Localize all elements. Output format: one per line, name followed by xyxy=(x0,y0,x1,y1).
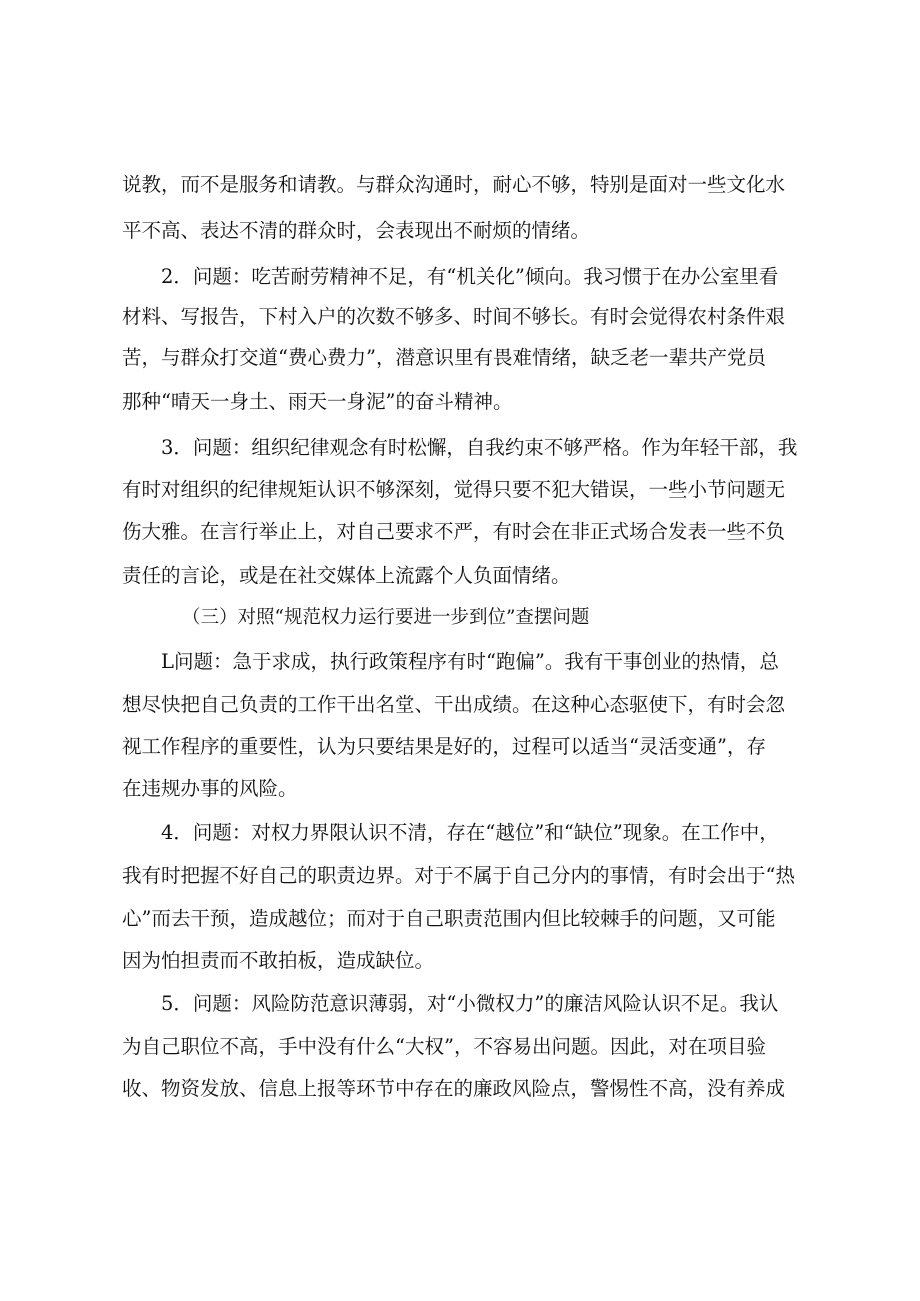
paragraph-line: L问题：急于求成，执行政策程序有时“跑偏”。我有干事创业的热情，总 xyxy=(161,650,779,673)
paragraph-line: 5．问题：风险防范意识薄弱，对“小微权力”的廉洁风险认识不足。我认 xyxy=(161,992,779,1015)
paragraph-line: 说教，而不是服务和请教。与群众沟通时，耐心不够，特别是面对一些文化水 xyxy=(122,173,786,196)
paragraph-line: 材料、写报告，下村入户的次数不够多、时间不够长。有时会觉得农村条件艰 xyxy=(122,305,786,328)
paragraph-line: 4．问题：对权力界限认识不清，存在“越位”和“缺位”现象。在工作中， xyxy=(161,821,779,844)
section-heading: （三）对照“规范权力运行要进一步到位”查摆问题 xyxy=(182,607,590,628)
paragraph-line: 视工作程序的重要性，认为只要结果是好的，过程可以适当“灵活变通”，存 xyxy=(122,735,766,758)
paragraph-line: 想尽快把自己负责的工作干出名堂、干出成绩。在这种心态驱使下，有时会忽 xyxy=(122,693,786,716)
paragraph-line: 平不高、表达不清的群众时，会表现出不耐烦的情绪。 xyxy=(122,219,591,242)
paragraph-line: 为自己职位不高，手中没有什么“大权”，不容易出问题。因此，对在项目验 xyxy=(122,1035,766,1058)
paragraph-line: 心”而去干预，造成越位；而对于自己职责范围内但比较棘手的问题，又可能 xyxy=(122,907,776,930)
paragraph-line: 收、物资发放、信息上报等环节中存在的廉政风险点，警惕性不高，没有养成 xyxy=(122,1077,786,1100)
paragraph-line: 苦，与群众打交道“费心费力”，潜意识里有畏难情绪，缺乏老一辈共产党员 xyxy=(122,346,766,369)
paragraph-line: 那种“晴天一身土、雨天一身泥”的奋斗精神。 xyxy=(122,390,513,413)
paragraph-line: 2．问题：吃苦耐劳精神不足，有“机关化”倾向。我习惯于在办公室里看 xyxy=(161,265,779,288)
paragraph-line: 责任的言论，或是在社交媒体上流露个人负面情绪。 xyxy=(122,564,571,587)
paragraph-line: 伤大雅。在言行举止上，对自己要求不严，有时会在非正式场合发表一些不负 xyxy=(122,520,786,543)
paragraph-line: 在违规办事的风险。 xyxy=(122,777,298,800)
paragraph-line: 我有时把握不好自己的职责边界。对于不属于自己分内的事情，有时会出于“热 xyxy=(122,864,795,887)
paragraph-line: 因为怕担责而不敢拍板，造成缺位。 xyxy=(122,949,435,972)
paragraph-line: 3．问题：组织纪律观念有时松懈，自我约束不够严格。作为年轻干部，我 xyxy=(161,436,798,459)
paragraph-line: 有时对组织的纪律规矩认识不够深刻，觉得只要不犯大错误，一些小节问题无 xyxy=(122,478,786,501)
